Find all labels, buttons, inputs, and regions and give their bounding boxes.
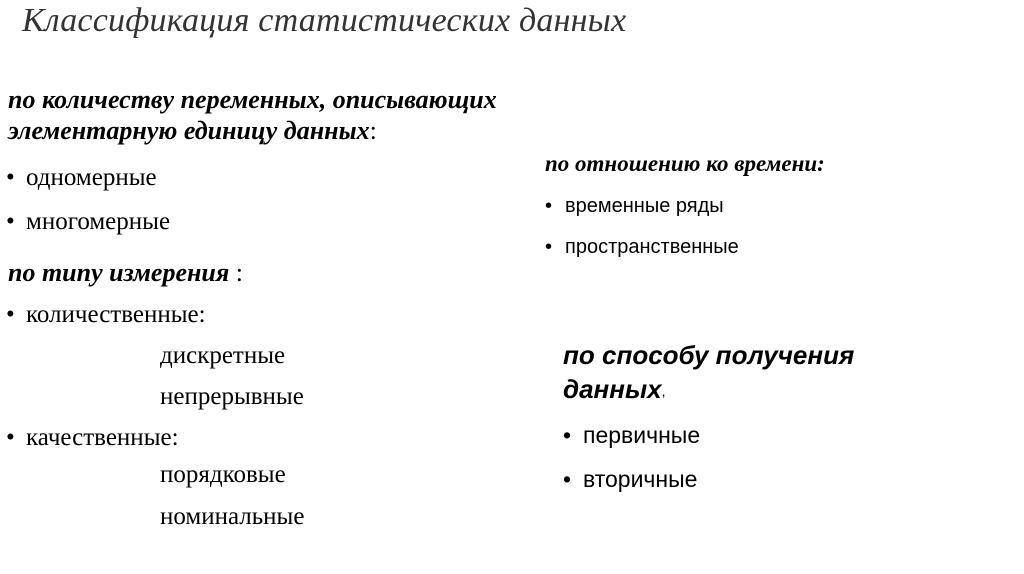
list-item-label: количественные: [26, 301, 206, 328]
heading-colon: : [369, 116, 377, 145]
list-item-label: многомерные [26, 208, 171, 235]
list-item-label: пространственные [565, 236, 739, 258]
heading-variable-count-line2 [8, 115, 497, 146]
heading-colon: : [229, 258, 244, 287]
bullet-icon: • [545, 236, 553, 258]
list-item-primary [563, 421, 700, 449]
heading-variable-count-line2-text: элементарную единицу данных [8, 116, 370, 145]
heading-colon: : [817, 151, 825, 176]
sub-item-continuous: непрерывные [160, 383, 304, 410]
list-item-qualitative [6, 423, 179, 453]
list-item-label: одномерные [26, 164, 157, 191]
bullet-icon: • [563, 466, 572, 492]
sub-item-nominal: номинальные [160, 503, 305, 530]
list-item-label: временные ряды [565, 195, 724, 217]
heading-acquisition-method [563, 338, 854, 408]
bullet-icon: • [545, 195, 553, 217]
list-item-spatial [545, 234, 739, 260]
sub-item-discrete: дискретные [160, 342, 286, 369]
heading-variable-count-line1: по количеству переменных, описывающих [8, 85, 497, 114]
bullet-icon: • [6, 424, 15, 451]
sub-item-ordinal: порядковые [160, 461, 286, 488]
slide-title: Классификация статистических данных [22, 2, 627, 39]
heading-measurement-type-text: по типу измерения [8, 258, 230, 287]
heading-time-relation-text: по отношению ко времени [545, 151, 818, 176]
heading-variable-count [8, 84, 497, 146]
heading-measurement-type [8, 257, 243, 288]
bullet-icon: • [6, 164, 15, 191]
bullet-icon: • [6, 208, 15, 235]
list-item-time-series [545, 193, 724, 219]
heading-acquisition-method-line2 [563, 372, 854, 408]
list-item-label: вторичные [583, 466, 698, 492]
heading-acquisition-method-line1: по способу получения [563, 340, 855, 370]
heading-acquisition-method-line2-text: данных [563, 374, 662, 404]
list-item-one-dimensional [6, 163, 157, 193]
bullet-icon: • [6, 301, 15, 328]
list-item-multi-dimensional [6, 207, 170, 237]
list-item-secondary [563, 465, 697, 493]
list-item-quantitative [6, 300, 206, 330]
bullet-icon: • [563, 422, 572, 448]
list-item-label: первичные [583, 422, 701, 448]
list-item-label: качественные: [26, 424, 179, 451]
heading-time-relation [545, 150, 825, 178]
heading-mark: , [661, 383, 666, 400]
